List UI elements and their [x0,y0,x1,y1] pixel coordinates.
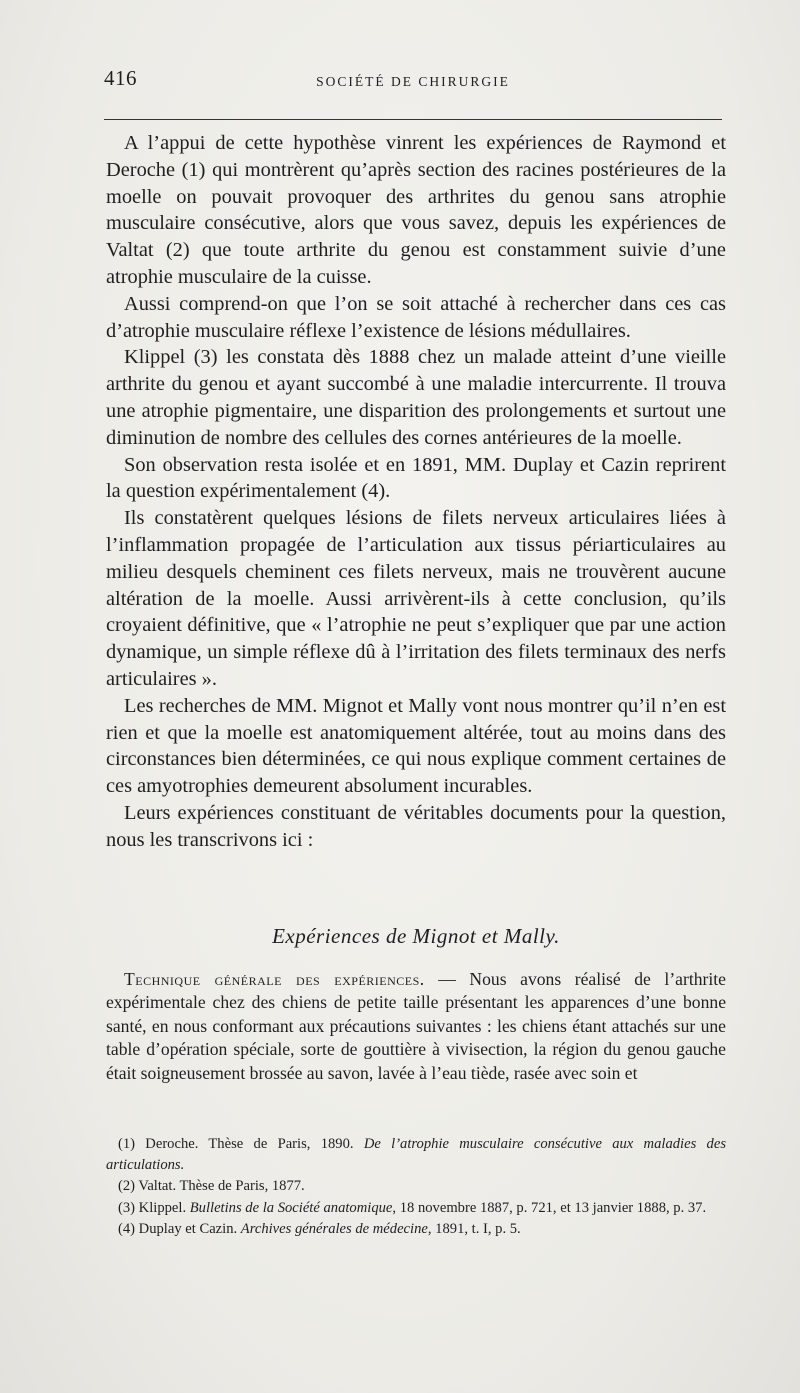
footnote-author: (1) Deroche. Thèse de Paris, 1890. [118,1136,364,1152]
main-text [106,130,726,854]
section-title: Expériences de Mignot et Mally. [272,924,560,948]
technique-body: — Nous avons réalisé de l’arthrite expérimentale chez des chiens de petite taille présentant les apparences d’une bonne santé, en nous conformant aux précautions suivantes : les chiens étant attachés sur une table d’opération spéciale, sorte de gouttière à vivisection, la région du genou gauche était soigneusement brossée au savon, lavée à l’eau tiède, rasée avec soin et [106,969,726,1083]
paragraph: Ils constatèrent quelques lésions de filets nerveux articulaires liées à l’inflammation propagée de l’articulation aux tissus périarticulaires au milieu desquels cheminent ces filets nerveux, mais ne trouvèrent aucune altération de la moelle. Aussi arrivèrent-ils à cette conclusion, qu’ils croyaient définitive, que « l’atrophie ne peut s’expliquer que par une action dynamique, un simple réflexe dû à l’irritation des filets terminaux des nerfs articulaires ». [106,507,726,690]
page-header [104,66,722,96]
footnote-title: Archives générales de médecine [240,1220,428,1237]
footnote [106,1176,726,1197]
technique-paragraph [106,968,726,1085]
paragraph: Leurs expériences constituant de véritables documents pour la question, nous les transcrivons ici : [106,801,726,851]
paragraph: Aussi comprend-on que l’on se soit attaché à rechercher dans ces cas d’atrophie musculaire réflexe l’existence de lésions médullaires. [106,292,726,342]
technique-heading: Technique générale des expériences. [124,969,425,989]
footnote-title: Bulletins de la Société anatomique [189,1199,393,1216]
footnotes [106,1134,726,1240]
footnote-details: , 1891, t. I, p. 5. [427,1220,521,1237]
footnote-author: (4) Duplay et Cazin. [118,1220,241,1237]
footnote-details: , 18 novembre 1887, p. 721, et 13 janvier 1888, p. 37. [392,1199,707,1216]
paragraph: A l’appui de cette hypothèse vinrent les expériences de Raymond et Deroche (1) qui montrèrent qu’après section des racines postérieures de la moelle on pouvait provoquer des arthrites du genou sans atrophie musculaire consécutive, alors que vous savez, depuis les expériences de Valtat (2) que toute arthrite du genou est constamment suivie d’une atrophie musculaire de la cuisse. [106,132,726,288]
footnote [106,1134,726,1176]
footnote [106,1219,726,1240]
footnote-author: (2) Valtat. Thèse de Paris, 1877. [118,1178,305,1195]
running-head: SOCIÉTÉ DE CHIRURGIE [316,74,510,89]
paragraph: Son observation resta isolée et en 1891, MM. Duplay et Cazin reprirent la question expérimentalement (4). [106,453,726,503]
header-rule [104,119,722,120]
page-number: 416 [104,66,137,90]
paragraph: Klippel (3) les constata dès 1888 chez un malade atteint d’une vieille arthrite du genou et ayant succombé à une maladie intercurrente. Il trouva une atrophie pigmentaire, une disparition des prolongements et surtout une diminution de nombre des cellules des cornes antérieures de la moelle. [106,346,726,449]
footnote-title: De l’atrophie musculaire consécutive aux maladies des articulations. [106,1136,726,1174]
footnote-author: (3) Klippel. [118,1199,190,1216]
footnote [106,1198,726,1219]
technique-text [106,968,726,1085]
paragraph: Les recherches de MM. Mignot et Mally vont nous montrer qu’il n’en est rien et que la moelle est anatomiquement altérée, tout au moins dans des circonstances bien déterminées, ce qui nous explique comment certaines de ces amyotrophies demeurent absolument incurables. [106,694,726,798]
